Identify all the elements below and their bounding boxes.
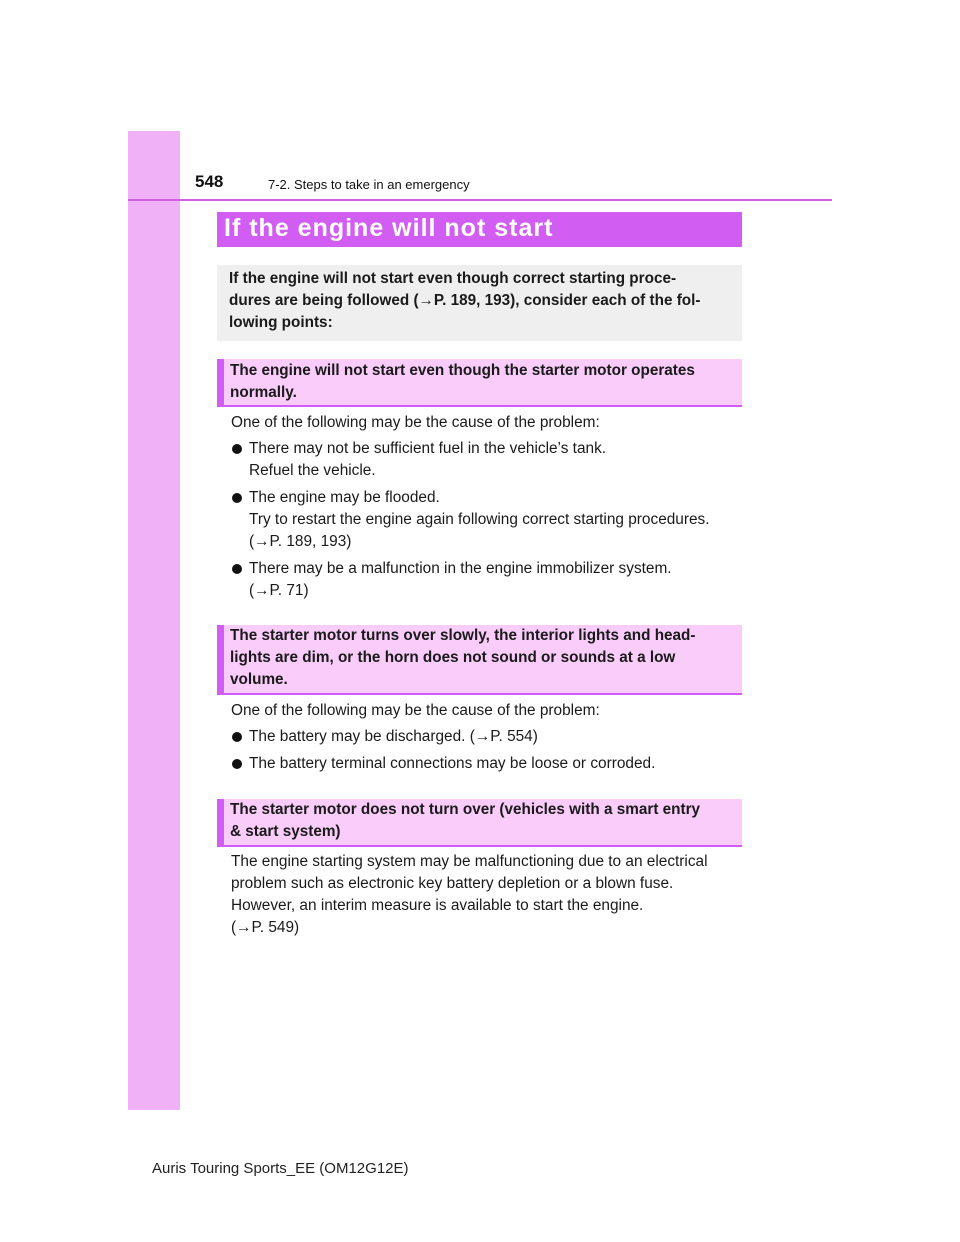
bullet-icon: [232, 564, 242, 574]
intro-line: lowing points:: [229, 314, 333, 331]
page-number: 548: [195, 172, 224, 191]
page-reference: (→P. 549): [231, 919, 300, 936]
list-item: [231, 726, 741, 748]
page-title: If the engine will not start: [224, 214, 554, 242]
bullet-subtext: Refuel the vehicle.: [249, 462, 376, 479]
page-reference: (→P. 189, 193): [249, 533, 352, 550]
bullet-icon: [232, 732, 242, 742]
subheading-starter-normal: [217, 359, 742, 407]
cause-lead-text: One of the following may be the cause of the problem:: [231, 702, 600, 719]
bullet-text: There may not be sufficient fuel in the vehicle’s tank.: [249, 440, 607, 457]
subheading-line: The starter motor does not turn over (vehicles with a smart entry: [230, 801, 701, 818]
bullet-icon: [232, 444, 242, 454]
paragraph-line: However, an interim measure is available to start the engine.: [231, 897, 644, 914]
page-title-bar: [217, 212, 742, 247]
bullet-subtext: Try to restart the engine again following correct starting procedures.: [249, 511, 710, 528]
header-divider: [128, 199, 832, 201]
list-item: [231, 558, 741, 602]
starting-system-explanation: [231, 851, 738, 939]
bullet-icon: [232, 759, 242, 769]
subheading-line: The starter motor turns over slowly, the interior lights and head-: [230, 627, 696, 644]
list-item: [231, 438, 741, 482]
list-item: [231, 753, 741, 775]
subheading-line: normally.: [230, 384, 297, 401]
subheading-starter-not-turning: [217, 799, 742, 847]
list-item: [231, 487, 741, 553]
subheading-line: The engine will not start even though the starter motor operates: [230, 362, 695, 379]
page-reference: (→P. 71): [249, 582, 309, 599]
bullet-text: The battery terminal connections may be loose or corroded.: [249, 755, 656, 772]
footer-model-code: Auris Touring Sports_EE (OM12G12E): [152, 1160, 409, 1177]
paragraph-line: The engine starting system may be malfunctioning due to an electrical: [231, 853, 708, 870]
intro-line: If the engine will not start even though correct starting proce-: [229, 270, 677, 287]
subheading-starter-slow: [217, 625, 742, 695]
subheading-line: & start system): [230, 823, 341, 840]
section-breadcrumb: 7-2. Steps to take in an emergency: [268, 177, 470, 192]
intro-text: [229, 268, 732, 334]
bullet-text: The battery may be discharged. (→P. 554): [249, 728, 538, 745]
cause-lead-text: One of the following may be the cause of the problem:: [231, 414, 600, 431]
intro-line: dures are being followed (→P. 189, 193), consider each of the fol-: [229, 292, 701, 309]
bullet-text: There may be a malfunction in the engine immobilizer system.: [249, 560, 672, 577]
bullet-icon: [232, 493, 242, 503]
chapter-sidebar-tab: [128, 131, 180, 1110]
subheading-line: lights are dim, or the horn does not sound or sounds at a low: [230, 649, 676, 666]
subheading-line: volume.: [230, 671, 288, 688]
intro-box: [217, 265, 742, 341]
paragraph-line: problem such as electronic key battery depletion or a blown fuse.: [231, 875, 674, 892]
bullet-text: The engine may be flooded.: [249, 489, 440, 506]
